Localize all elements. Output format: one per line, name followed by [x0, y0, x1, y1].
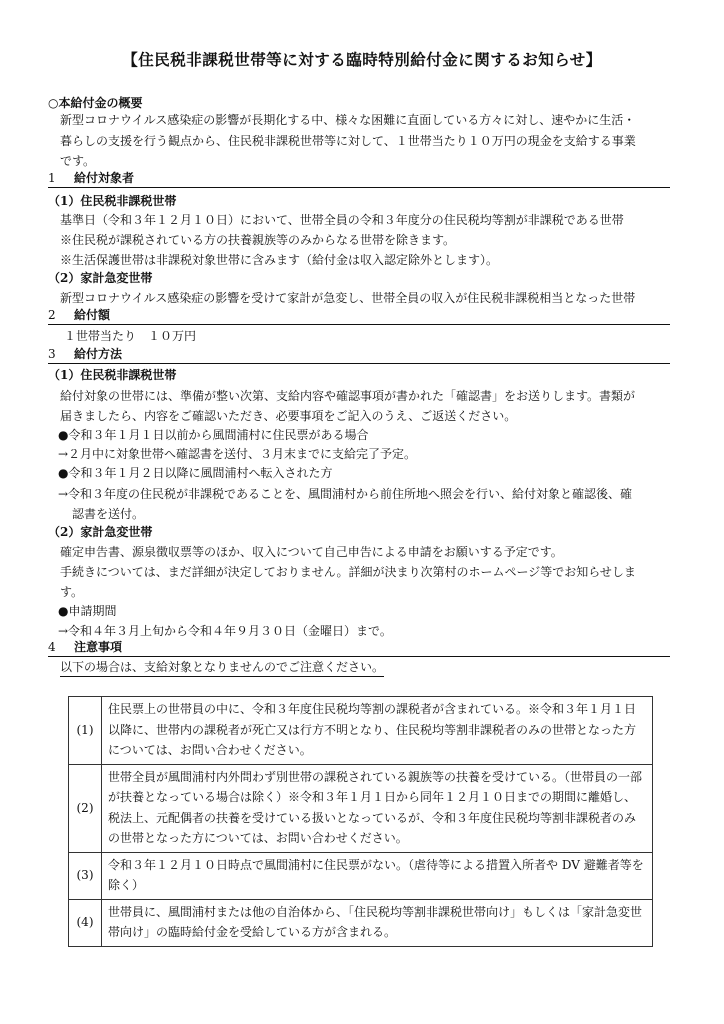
subheading-tax-exempt: （1）住民税非課税世帯: [48, 368, 177, 382]
row-number: (2): [69, 764, 102, 852]
row-text: 令和３年１２月１０日時点で風間浦村に住民票がない。（虐待等による措置入所者や DV 避難者等を除く）: [102, 852, 653, 899]
exclusion-table: [68, 696, 653, 947]
subheading-tax-exempt: （1）住民税非課税世帯: [48, 194, 177, 208]
section-heading-notes: [48, 639, 670, 657]
paragraph-line: ※住民税が課税されている方の扶養親族等のみからなる世帯を除きます。: [60, 233, 456, 247]
section-label: 給付額: [74, 308, 111, 322]
amount-text: １世帯当たり １０万円: [64, 329, 197, 343]
row-text: 世帯員に、風間浦村または他の自治体から、「住民税均等割非課税世帯向け」もしくは「家計急変世帯向け」の臨時給付金を受給している方が含まれる。: [102, 899, 653, 946]
section-label: 給付対象者: [74, 171, 135, 185]
section-label: 給付方法: [74, 347, 123, 361]
row-number: (3): [69, 852, 102, 899]
row-text: 世帯全員が風間浦村内外問わず別世帯の課税されている親族等の扶養を受けている。（世帯員の一部が扶養となっている場合は除く）※令和３年１月１日から同年１２月１０日までの期間に離婚し、税法上、元配偶者の扶養を受けている扱いとなっているが、令和３年度住民税均等割非課税者のみの世帯となった方については、お問い合わせください。: [102, 764, 653, 852]
arrow-line: →令和４年３月上旬から令和４年９月３０日（金曜日）まで。: [58, 624, 392, 638]
table-row: [69, 899, 653, 946]
subheading-sudden-change: （2）家計急変世帯: [48, 525, 153, 539]
subheading-sudden-change: （2）家計急変世帯: [48, 271, 153, 285]
section-heading-amount: [48, 307, 670, 325]
paragraph-line: 手続きについては、まだ詳細が決定しておりません。詳細が決まり次第村のホームページ等でお知らせしま: [60, 565, 636, 579]
section-number: 1: [48, 171, 56, 185]
section-number: 4: [48, 640, 56, 654]
paragraph-line: す。: [60, 585, 84, 599]
paragraph-line: 確定申告書、源泉徴収票等のほか、収入について自己申告による申請をお願いする予定です。: [60, 545, 563, 559]
row-number: (1): [69, 697, 102, 765]
table-row: [69, 852, 653, 899]
bullet-line: ●令和３年１月１日以前から風間浦村に住民票がある場合: [58, 428, 369, 442]
overview-heading: ○本給付金の概要: [48, 96, 143, 110]
section-heading-eligibility: [48, 170, 670, 188]
table-row: [69, 697, 653, 765]
row-text: 住民票上の世帯員の中に、令和３年度住民税均等割の課税者が含まれている。※令和３年１月１日以降に、世帯内の課税者が死亡又は行方不明となり、住民税均等割非課税者のみの世帯となった方については、お問い合わせください。: [102, 697, 653, 765]
paragraph-line: ※生活保護世帯は非課税対象世帯に含みます（給付金は収入認定除外とします）。: [60, 253, 499, 267]
paragraph-line: 給付対象の世帯には、準備が整い次第、支給内容や確認事項が書かれた「確認書」をお送りします。書類が: [60, 389, 636, 403]
section-heading-method: [48, 346, 670, 364]
row-number: (4): [69, 899, 102, 946]
overview-line: 暮らしの支援を行う観点から、住民税非課税世帯等に対して、１世帯当たり１０万円の現金を支給する事業: [60, 134, 636, 148]
bullet-line: ●申請期間: [58, 604, 117, 618]
arrow-line-continued: 認書を送付。: [72, 507, 145, 521]
paragraph-line: 新型コロナウイルス感染症の影響を受けて家計が急変し、世帯全員の収入が住民税非課税相当となった世帯: [60, 291, 636, 305]
table-row: [69, 764, 653, 852]
notes-intro: 以下の場合は、支給対象となりませんのでご注意ください。: [60, 659, 384, 677]
overview-line: です。: [60, 154, 96, 168]
overview-line: 新型コロナウイルス感染症の影響が長期化する中、様々な困難に直面している方々に対し、速やかに生活・: [60, 113, 636, 127]
section-number: 2: [48, 308, 56, 322]
paragraph-line: 届きましたら、内容をご確認いただき、必要事項をご記入のうえ、ご返送ください。: [60, 409, 517, 423]
arrow-line: →令和３年度の住民税が非課税であることを、風間浦村から前住所地へ照会を行い、給付対象と確認後、確: [58, 487, 633, 501]
arrow-line: →２月中に対象世帯へ確認書を送付、３月末までに支給完了予定。: [58, 447, 417, 461]
bullet-line: ●令和３年１月２日以降に風間浦村へ転入された方: [58, 466, 333, 480]
page-title: 【住民税非課税世帯等に対する臨時特別給付金に関するお知らせ】: [122, 50, 602, 69]
paragraph-line: 基準日（令和３年１２月１０日）において、世帯全員の令和３年度分の住民税均等割が非課税である世帯: [60, 213, 624, 227]
section-label: 注意事項: [74, 640, 123, 654]
section-number: 3: [48, 347, 56, 361]
